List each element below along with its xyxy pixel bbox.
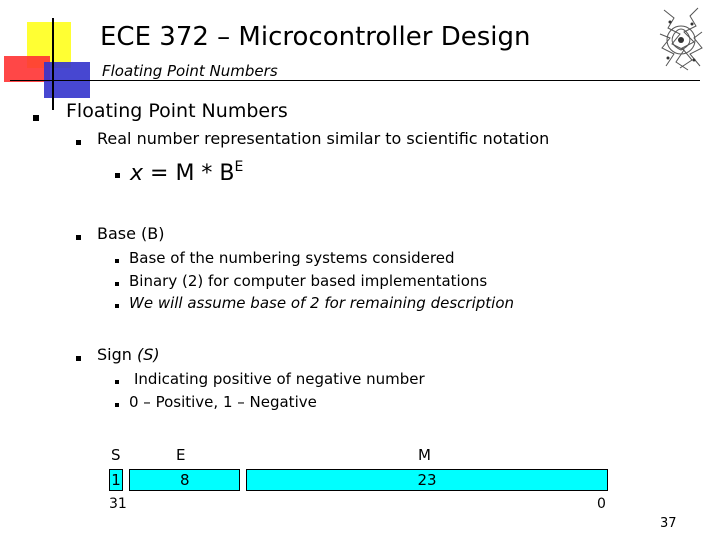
- point-sign-symbol: (S): [136, 345, 160, 364]
- field-sign-width: 1: [111, 471, 121, 489]
- sign-item: 0 – Positive, 1 – Negative: [129, 393, 317, 411]
- field-label-exponent: E: [176, 446, 186, 464]
- bullet-marker: [115, 282, 119, 286]
- bullet-marker: [76, 235, 81, 240]
- formula: [130, 159, 243, 186]
- point-real-number: Real number representation similar to scientific notation: [97, 129, 550, 148]
- point-base: Base (B): [97, 224, 165, 243]
- field-mantissa-width: 23: [417, 471, 437, 489]
- bit-index-high: 31: [109, 496, 127, 512]
- header-divider: [10, 80, 700, 81]
- university-seal-logo: [654, 4, 708, 78]
- bullet-marker: [115, 403, 119, 407]
- point-sign-label: Sign: [97, 345, 137, 364]
- bullet-marker: [33, 115, 39, 121]
- formula-rhs: = M * B: [143, 161, 235, 186]
- formula-exponent: E: [234, 159, 244, 175]
- bullet-marker: [115, 173, 120, 178]
- main-heading: Floating Point Numbers: [66, 100, 288, 122]
- field-sign: [109, 469, 123, 491]
- field-label-sign: S: [111, 446, 121, 464]
- decor-vertical-line: [52, 18, 54, 110]
- bullet-marker: [115, 304, 119, 308]
- base-item: Binary (2) for computer based implementations: [129, 272, 488, 290]
- page-number: 37: [660, 516, 677, 531]
- field-exponent: [129, 469, 240, 491]
- field-mantissa: [246, 469, 608, 491]
- formula-variable: x: [130, 161, 144, 186]
- field-exponent-width: 8: [180, 471, 190, 489]
- slide-subtitle: Floating Point Numbers: [102, 62, 278, 80]
- bullet-marker: [76, 356, 81, 361]
- base-item: We will assume base of 2 for remaining description: [129, 294, 514, 312]
- field-label-mantissa: M: [418, 446, 431, 464]
- bullet-marker: [76, 140, 81, 145]
- point-sign: [97, 345, 160, 364]
- base-item: Base of the numbering systems considered: [129, 249, 455, 267]
- bullet-marker: [115, 259, 119, 263]
- bit-index-low: 0: [597, 496, 606, 512]
- slide-title: ECE 372 – Microcontroller Design: [100, 22, 531, 52]
- bullet-marker: [115, 380, 119, 384]
- sign-item: Indicating positive of negative number: [134, 370, 425, 388]
